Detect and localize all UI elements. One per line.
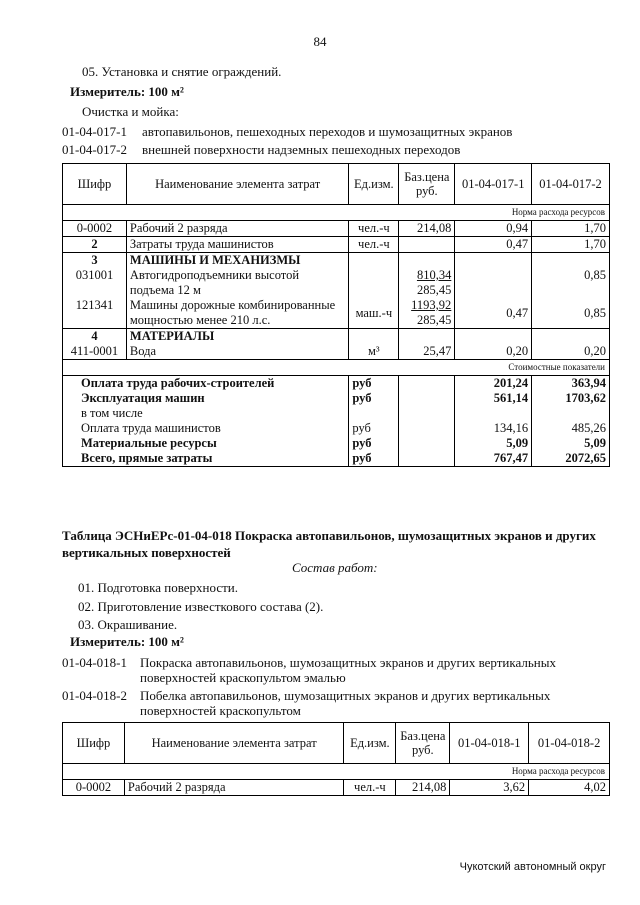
code-4-id: 01-04-018-2 <box>62 688 127 703</box>
work-step-3: 03. Окрашивание. <box>78 617 178 632</box>
resource-table-1 <box>62 163 610 467</box>
work-step-2: 02. Приготовление известкового состава (2). <box>78 599 324 614</box>
code-3-line-1: Покраска автопавильонов, шумозащитных экранов и других вертикальных <box>140 655 556 670</box>
code-2-text: внешней поверхности надземных пешеходных переходов <box>142 142 461 157</box>
norm-label-row: Норма расхода ресурсов <box>63 205 610 221</box>
total-row: Оплата труда машинистов руб 134,16 485,26 <box>63 421 610 436</box>
cost-label-row: Стоимостные показатели <box>63 360 610 376</box>
col-017-1: 01-04-017-1 <box>455 164 532 205</box>
col-price: Баз.цена руб. <box>399 164 455 205</box>
total-row: Всего, прямые затраты руб 767,47 2072,65 <box>63 451 610 467</box>
table-row: 0-0002 Рабочий 2 разряда чел.-ч 214,08 0,94 1,70 <box>63 221 610 237</box>
table-row: 411-0001 Вода м³ 25,47 0,20 0,20 <box>63 344 610 360</box>
col-017-2: 01-04-017-2 <box>532 164 610 205</box>
col-name: Наименование элемента затрат <box>126 164 348 205</box>
code-3-id: 01-04-018-1 <box>62 655 127 670</box>
footer-region: Чукотский автономный округ <box>459 861 606 873</box>
table-row: 0-0002 Рабочий 2 разряда чел.-ч 214,08 3,62 4,02 <box>63 780 610 796</box>
work-step-1: 01. Подготовка поверхности. <box>78 580 238 595</box>
code-1-text: автопавильонов, пешеходных переходов и шумозащитных экранов <box>142 124 513 139</box>
col-price: Баз.цена руб. <box>396 723 450 764</box>
section-row: 3 МАШИНЫ И МЕХАНИЗМЫ <box>63 253 610 269</box>
works-title: Состав работ: <box>292 560 378 575</box>
col-code: Шифр <box>63 723 125 764</box>
col-018-2: 01-04-018-2 <box>529 723 610 764</box>
table-title-line-1: Таблица ЭСНиЕРс-01-04-018 Покраска автопавильонов, шумозащитных экранов и других <box>62 528 596 543</box>
section-row: 4 МАТЕРИАЛЫ <box>63 329 610 345</box>
col-018-1: 01-04-018-1 <box>450 723 529 764</box>
table-row: 2 Затраты труда машинистов чел.-ч 0,47 1,70 <box>63 237 610 253</box>
table-row: 031001 Автогидроподъемники высотой подъема 12 м 810,34 285,45 0,85 <box>63 268 610 298</box>
page-number: 84 <box>313 34 327 49</box>
norm-label-row: Норма расхода ресурсов <box>63 764 610 780</box>
code-1-id: 01-04-017-1 <box>62 124 127 139</box>
col-code: Шифр <box>63 164 127 205</box>
resource-table-2 <box>62 722 610 796</box>
cleaning-label: Очистка и мойка: <box>82 104 179 119</box>
measure-unit-1: Измеритель: 100 м² <box>70 84 184 99</box>
col-unit: Ед.изм. <box>349 164 399 205</box>
col-name: Наименование элемента затрат <box>124 723 343 764</box>
total-row: в том числе <box>63 406 610 421</box>
table-title-line-2: вертикальных поверхностей <box>62 545 231 560</box>
work-item: 05. Установка и снятие ограждений. <box>82 64 282 79</box>
table-header <box>63 723 610 764</box>
total-row: Оплата труда рабочих-строителей руб 201,24 363,94 <box>63 376 610 392</box>
code-4-line-2: поверхностей краскопультом <box>140 703 301 718</box>
measure-unit-2: Измеритель: 100 м² <box>70 634 184 649</box>
code-3-line-2: поверхностей краскопультом эмалью <box>140 670 346 685</box>
total-row: Материальные ресурсы руб 5,09 5,09 <box>63 436 610 451</box>
col-unit: Ед.изм. <box>344 723 396 764</box>
table-row: 121341 Машины дорожные комбинированные мощностью менее 210 л.с. маш.-ч 1193,92 285,45 0,47 0,85 <box>63 298 610 329</box>
table-header <box>63 164 610 205</box>
total-row: Эксплуатация машин руб 561,14 1703,62 <box>63 391 610 406</box>
code-2-id: 01-04-017-2 <box>62 142 127 157</box>
code-4-line-1: Побелка автопавильонов, шумозащитных экранов и других вертикальных <box>140 688 551 703</box>
